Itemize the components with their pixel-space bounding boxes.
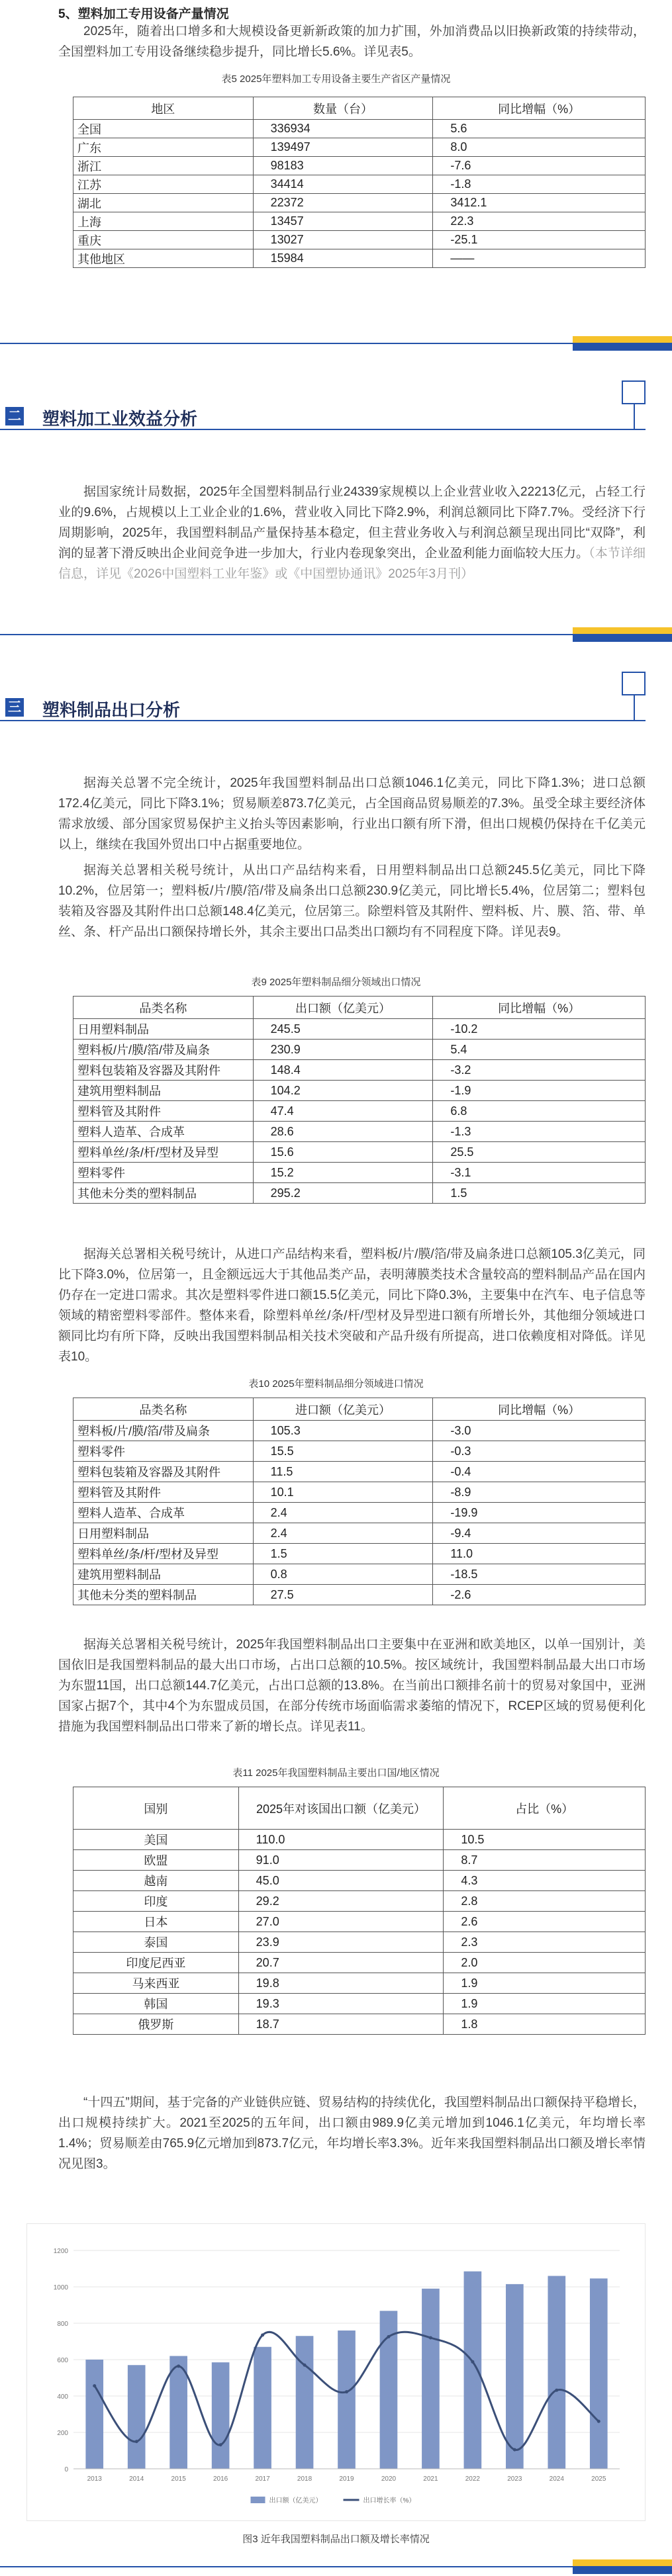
table-cell-label: 泰国	[73, 1932, 239, 1953]
table-cell-value: 148.4	[253, 1060, 433, 1081]
table-row	[73, 1421, 646, 1441]
table-cell-value: 5.6	[433, 120, 646, 138]
table-header: 地区	[73, 97, 254, 120]
table-cell-value: 104.2	[253, 1081, 433, 1101]
table-header: 品类名称	[73, 1398, 254, 1421]
table-cell-label: 印度	[73, 1891, 239, 1912]
table-cell-label: 塑料单丝/条/杆/型材及异型	[73, 1544, 254, 1564]
paragraph-text: 据国家统计局数据，2025年全国塑料制品行业24339家规模以上企业营业收入22213亿元，占轻工行业的9.6%，占规模以上工业企业的1.6%，营业收入同比下降2.9%，利润总额同比下降7.7%。受经济下行周期影响，2025年，我国塑料制品产量保持基本稳定，但主营业务收入与利润总额呈现出同比“双降”，利润的显著下滑反映出企业间竞争进一步加大，行业内卷现象突出，企业盈利能力面临较大压力。	[58, 485, 646, 560]
table-cell-label: 日用塑料制品	[73, 1019, 254, 1040]
table-cell-value: 18.7	[238, 2014, 444, 2035]
chart-y-tick-label: 200	[57, 2430, 68, 2437]
table-cell-label: 塑料管及其附件	[73, 1101, 254, 1122]
chart-line-point	[261, 2333, 264, 2336]
table-cell-value: 245.5	[253, 1019, 433, 1040]
table-cell-value: -10.2	[433, 1019, 646, 1040]
chart-bar	[464, 2272, 482, 2469]
table-cell-value: 15.2	[253, 1163, 433, 1183]
chart-line-point	[219, 2443, 222, 2446]
table-cell-value: 20.7	[238, 1953, 444, 1973]
table-cell-value: -3.0	[433, 1421, 646, 1441]
table-cell-value: 8.0	[433, 138, 646, 157]
table-cell-value: -1.9	[433, 1081, 646, 1101]
divider-line	[0, 2566, 672, 2567]
table-cell-value: 10.1	[253, 1482, 433, 1503]
table-cell-value: 27.5	[253, 1585, 433, 1605]
chart-x-tick-label: 2018	[297, 2475, 312, 2483]
table-row	[73, 1122, 646, 1142]
chart-bar	[254, 2347, 271, 2469]
table-cell-value: 105.3	[253, 1421, 433, 1441]
chart-x-tick-label: 2025	[591, 2475, 606, 2483]
table-cell-label: 建筑用塑料制品	[73, 1081, 254, 1101]
table-cell-label: 塑料人造革、合成革	[73, 1503, 254, 1523]
table-cell-value: 91.0	[238, 1850, 444, 1871]
chart-y-tick-label: 0	[64, 2466, 68, 2473]
table-cell-value: -7.6	[433, 157, 646, 175]
chart-line-point	[387, 2335, 390, 2338]
table-row	[73, 157, 646, 175]
table-cell-label: 湖北	[73, 194, 254, 212]
table-cell-label: 塑料包装箱及容器及其附件	[73, 1462, 254, 1482]
chart-svg	[27, 2224, 646, 2522]
chart-y-tick-label: 600	[57, 2357, 68, 2364]
table-row	[73, 1953, 646, 1973]
table-cell-value: -18.5	[433, 1564, 646, 1585]
paragraph	[58, 482, 646, 584]
table-cell-value: 110.0	[238, 1830, 444, 1850]
table-cell-value: 19.8	[238, 1973, 444, 1994]
table-cell-label: 塑料单丝/条/杆/型材及异型	[73, 1142, 254, 1163]
table-cell-value: 2.4	[253, 1523, 433, 1544]
page-footer-divider	[0, 2559, 672, 2574]
table-cell-value: 23.9	[238, 1932, 444, 1953]
table-cell-value: 8.7	[444, 1850, 646, 1871]
table-header: 数量（台）	[253, 97, 433, 120]
table-cell-label: 上海	[73, 212, 254, 231]
paragraph-note: （本节详细信息，详见《2026中国塑料工业年鉴》或《中国塑协通讯》2025年3月刊）	[58, 547, 646, 581]
table-cell-value: -3.1	[433, 1163, 646, 1183]
legend-label-line: 出口增长率（%）	[363, 2497, 416, 2505]
table-cell-value: 1.5	[253, 1544, 433, 1564]
section-decor-line	[634, 695, 635, 721]
table-cell-label: 其他地区	[73, 249, 254, 268]
divider-accent-blue	[573, 2567, 672, 2574]
table-cell-value: 45.0	[238, 1871, 444, 1891]
legend-swatch-bar	[251, 2497, 265, 2503]
table-row	[73, 175, 646, 194]
table-row	[73, 2014, 646, 2035]
table-row	[73, 231, 646, 249]
table-cell-label: 塑料零件	[73, 1441, 254, 1462]
table-cell-value: 19.3	[238, 1994, 444, 2014]
table-row	[73, 1040, 646, 1060]
table-export-by-category	[73, 996, 646, 1204]
table-header: 国别	[73, 1787, 239, 1830]
section-decor-box	[622, 380, 646, 404]
table-cell-value: -19.9	[433, 1503, 646, 1523]
table-row	[73, 1060, 646, 1081]
table-cell-label: 其他未分类的塑料制品	[73, 1183, 254, 1204]
table-cell-value: 6.8	[433, 1101, 646, 1122]
table-row	[73, 1994, 646, 2014]
table-equipment-output	[73, 97, 646, 268]
chart-line-point	[303, 2364, 307, 2367]
chart-bar	[212, 2362, 230, 2469]
table-cell-label: 日本	[73, 1912, 239, 1932]
table-cell-value: 1.9	[444, 1973, 646, 1994]
table-cell-value: -1.8	[433, 175, 646, 194]
table-cell-value: 295.2	[253, 1183, 433, 1204]
chart-bar	[128, 2365, 146, 2469]
table-row	[73, 1973, 646, 1994]
section-number-badge: 三	[5, 698, 24, 717]
section-underline	[0, 429, 646, 430]
table-cell-value: 3412.1	[433, 194, 646, 212]
table-cell-value: ——	[433, 249, 646, 268]
table-header: 占比（%）	[444, 1787, 646, 1830]
table-cell-value: 28.6	[253, 1122, 433, 1142]
chart-x-tick-label: 2015	[171, 2475, 186, 2483]
table-row	[73, 1830, 646, 1850]
table-cell-label: 建筑用塑料制品	[73, 1564, 254, 1585]
chart-y-tick-label: 400	[57, 2393, 68, 2401]
table-cell-value: 0.8	[253, 1564, 433, 1585]
table-row	[73, 1081, 646, 1101]
table-cell-value: 34414	[253, 175, 433, 194]
table-cell-value: 15.6	[253, 1142, 433, 1163]
table-row	[73, 1564, 646, 1585]
table-cell-label: 日用塑料制品	[73, 1523, 254, 1544]
table-export-by-country	[73, 1787, 646, 2035]
table-cell-label: 塑料包装箱及容器及其附件	[73, 1060, 254, 1081]
divider-line	[0, 634, 672, 635]
chart-bar	[506, 2284, 524, 2469]
table-cell-value: -2.6	[433, 1585, 646, 1605]
table-cell-value: 98183	[253, 157, 433, 175]
table-header: 同比增幅（%）	[433, 1398, 646, 1421]
table-row	[73, 1585, 646, 1605]
table-cell-label: 塑料管及其附件	[73, 1482, 254, 1503]
divider-accent-blue	[573, 344, 672, 351]
table-row	[73, 120, 646, 138]
table-cell-value: 230.9	[253, 1040, 433, 1060]
table-cell-value: 5.4	[433, 1040, 646, 1060]
table-cell-value: 15.5	[253, 1441, 433, 1462]
chart-line-point	[93, 2384, 96, 2387]
section-header	[0, 658, 672, 744]
export-chart	[26, 2223, 646, 2521]
section-title: 塑料加工业效益分析	[42, 409, 198, 429]
table-cell-label: 其他未分类的塑料制品	[73, 1585, 254, 1605]
table-header: 进口额（亿美元）	[253, 1398, 433, 1421]
table-cell-value: 1.8	[444, 2014, 646, 2035]
table-cell-value: 11.0	[433, 1544, 646, 1564]
table-header: 出口额（亿美元）	[253, 997, 433, 1019]
table-cell-label: 江苏	[73, 175, 254, 194]
table-cell-value: 2.0	[444, 1953, 646, 1973]
paragraph: 2025年，随着出口增多和大规模设备更新新政策的加力扩围，外加消费品以旧换新政策的持续带动，全国塑料加工专用设备继续稳步提升，同比增长5.6%。详见表5。	[58, 24, 646, 59]
chart-y-tick-label: 1000	[53, 2284, 68, 2291]
section-header	[0, 367, 672, 453]
table-cell-value: 25.5	[433, 1142, 646, 1163]
table-caption: 表5 2025年塑料加工专用设备主要生产省区产量情况	[221, 73, 451, 85]
table-cell-value: 2.4	[253, 1503, 433, 1523]
table-row	[73, 1912, 646, 1932]
chart-line-point	[555, 2389, 558, 2392]
table-row	[73, 212, 646, 231]
table-cell-value: 1.9	[444, 1994, 646, 2014]
divider-accent-yellow	[573, 336, 672, 343]
chart-x-tick-label: 2023	[507, 2475, 522, 2483]
table-cell-value: -1.3	[433, 1122, 646, 1142]
chart-x-tick-label: 2014	[129, 2475, 144, 2483]
chart-line-point	[177, 2364, 180, 2368]
section-title: 塑料制品出口分析	[42, 700, 181, 720]
chart-x-tick-label: 2024	[549, 2475, 564, 2483]
table-cell-label: 欧盟	[73, 1850, 239, 1871]
table-row	[73, 1544, 646, 1564]
table-header: 品类名称	[73, 997, 254, 1019]
table-row	[73, 1441, 646, 1462]
paragraph: 据海关总署不完全统计，2025年我国塑料制品出口总额1046.1亿美元，同比下降1.3%；进口总额172.4亿美元，同比下降3.1%；贸易顺差873.7亿美元，占全国商品贸易顺差的7.3%。虽受全球主要经济体需求放缓、部分国家贸易保护主义抬头等因素影响，行业出口额有所下滑，但出口规模仍保持在千亿美元以上，继续在我国外贸出口中占据重要地位。	[58, 776, 646, 852]
section-number-badge: 二	[5, 407, 24, 425]
chart-x-tick-label: 2017	[255, 2475, 270, 2483]
table-cell-value: 2.8	[444, 1891, 646, 1912]
chart-line-point	[345, 2390, 348, 2393]
chart-line-point	[597, 2420, 600, 2423]
table-cell-value: -0.4	[433, 1462, 646, 1482]
table-cell-value: -0.3	[433, 1441, 646, 1462]
table-header: 2025年对该国出口额（亿美元）	[238, 1787, 444, 1830]
divider-accent-blue	[573, 635, 672, 642]
paragraph: 据海关总署相关税号统计，2025年我国塑料制品出口主要集中在亚洲和欧美地区，以单一国别计，美国依旧是我国塑料制品的最大出口市场，占出口总额的10.5%。按区域统计，我国塑料制品最大出口市场为东盟11国，出口总额144.7亿美元，占出口总额的13.8%。在当前出口额排名前十的贸易对象国中，亚洲国家占据7个，其中4个为东盟成员国，在部分传统市场面临需求萎缩的情况下，RCEP区域的贸易便利化措施为我国塑料制品出口带来了新的增长点。详见表11。	[58, 1638, 646, 1734]
table-cell-value: -8.9	[433, 1482, 646, 1503]
table-cell-label: 塑料板/片/膜/箔/带及扁条	[73, 1040, 254, 1060]
chart-x-tick-label: 2022	[465, 2475, 481, 2483]
table-cell-value: 13457	[253, 212, 433, 231]
chart-bar	[338, 2331, 356, 2469]
table-cell-value: 336934	[253, 120, 433, 138]
table-row	[73, 1850, 646, 1871]
table-row	[73, 1482, 646, 1503]
table-row	[73, 1142, 646, 1163]
section-divider	[0, 336, 672, 351]
table-row	[73, 1462, 646, 1482]
chart-line-point	[135, 2440, 138, 2443]
divider-accent-yellow	[573, 2559, 672, 2566]
table-cell-label: 塑料板/片/膜/箔/带及扁条	[73, 1421, 254, 1441]
chart-bar	[296, 2336, 314, 2469]
table-row	[73, 1019, 646, 1040]
table-caption: 表9 2025年塑料制品细分领域出口情况	[251, 977, 421, 988]
chart-bar	[85, 2360, 103, 2469]
table-cell-value: 10.5	[444, 1830, 646, 1850]
table-row	[73, 1932, 646, 1953]
chart-bar	[590, 2278, 608, 2469]
table-cell-label: 塑料零件	[73, 1163, 254, 1183]
chart-x-tick-label: 2019	[339, 2475, 354, 2483]
section-decor-box	[622, 672, 646, 695]
chart-line-point	[471, 2360, 474, 2364]
table-cell-value: 13027	[253, 231, 433, 249]
table-cell-value: 11.5	[253, 1462, 433, 1482]
table-cell-label: 广东	[73, 138, 254, 157]
chart-x-tick-label: 2020	[381, 2475, 397, 2483]
table-row	[73, 194, 646, 212]
table-cell-label: 印度尼西亚	[73, 1953, 239, 1973]
table-cell-value: -9.4	[433, 1523, 646, 1544]
table-cell-value: 2.6	[444, 1912, 646, 1932]
chart-line-point	[513, 2448, 516, 2452]
section-divider	[0, 627, 672, 642]
table-cell-label: 重庆	[73, 231, 254, 249]
table-cell-value: 22.3	[433, 212, 646, 231]
table-row	[73, 1503, 646, 1523]
table-row	[73, 1891, 646, 1912]
table-row	[73, 1101, 646, 1122]
legend-label-bar: 出口额（亿美元）	[269, 2497, 322, 2505]
chart-y-tick-label: 1200	[53, 2248, 68, 2255]
chart-bar	[422, 2289, 440, 2469]
section-underline	[0, 720, 646, 721]
table-caption: 表11 2025年我国塑料制品主要出口国/地区情况	[232, 1767, 440, 1779]
table-import-by-category	[73, 1398, 646, 1605]
chart-x-tick-label: 2016	[213, 2475, 228, 2483]
table-cell-value: -25.1	[433, 231, 646, 249]
divider-line	[0, 343, 672, 344]
table-row	[73, 1163, 646, 1183]
chart-bar	[548, 2276, 565, 2469]
table-cell-label: 俄罗斯	[73, 2014, 239, 2035]
table-header: 同比增幅（%）	[433, 997, 646, 1019]
chart-y-tick-label: 800	[57, 2321, 68, 2328]
paragraph: 据海关总署相关税号统计，从进口产品结构来看，塑料板/片/膜/箔/带及扁条进口总额105.3亿美元，同比下降3.0%，位居第一，且金额远远大于其他品类产品，表明薄膜类技术含量较高的塑料制品产品在国内仍存在一定进口需求。其次是塑料零件进口额15.5亿美元，同比下降0.3%，主要集中在汽车、电子信息等领域的精密塑料零部件。整体来看，除塑料单丝/条/杆/型材及异型进口额有所增长外，其他细分领域进口额同比均有所下降，反映出我国塑料制品相关技术突破和产品升级有所提高，进口依赖度相对降低。详见表10。	[58, 1247, 646, 1364]
table-cell-label: 全国	[73, 120, 254, 138]
table-row	[73, 1183, 646, 1204]
table-cell-label: 塑料人造革、合成革	[73, 1122, 254, 1142]
figure-caption: 图3 近年我国塑料制品出口额及增长率情况	[242, 2534, 430, 2545]
table-cell-label: 美国	[73, 1830, 239, 1850]
table-cell-value: 4.3	[444, 1871, 646, 1891]
subsection-heading: 5、塑料加工专用设备产量情况	[58, 7, 229, 21]
table-cell-value: 47.4	[253, 1101, 433, 1122]
table-row	[73, 138, 646, 157]
table-cell-value: 15984	[253, 249, 433, 268]
table-cell-value: 1.5	[433, 1183, 646, 1204]
table-row	[73, 1523, 646, 1544]
chart-x-tick-label: 2021	[423, 2475, 438, 2483]
table-cell-value: 139497	[253, 138, 433, 157]
section-decor-line	[634, 404, 635, 429]
paragraph: “十四五”期间，基于完备的产业链供应链、贸易结构的持续优化，我国塑料制品出口额保持平稳增长，出口规模持续扩大。2021至2025的五年间，出口额由989.9亿美元增加到1046.1亿美元，年均增长率1.4%；贸易顺差由765.9亿元增加到873.7亿元，年均增长率3.3%。近年来我国塑料制品出口额及增长率情况见图3。	[58, 2096, 646, 2171]
table-cell-value: 27.0	[238, 1912, 444, 1932]
table-cell-label: 浙江	[73, 157, 254, 175]
table-row	[73, 1871, 646, 1891]
table-cell-value: 29.2	[238, 1891, 444, 1912]
table-cell-label: 越南	[73, 1871, 239, 1891]
table-row	[73, 249, 646, 268]
table-cell-value: -3.2	[433, 1060, 646, 1081]
chart-x-tick-label: 2013	[87, 2475, 102, 2483]
table-cell-label: 韩国	[73, 1994, 239, 2014]
table-header: 同比增幅（%）	[433, 97, 646, 120]
divider-accent-yellow	[573, 627, 672, 634]
table-cell-value: 22372	[253, 194, 433, 212]
table-caption: 表10 2025年塑料制品细分领域进口情况	[248, 1378, 424, 1390]
table-cell-label: 马来西亚	[73, 1973, 239, 1994]
chart-line-point	[429, 2336, 432, 2340]
paragraph: 据海关总署相关税号统计，从出口产品结构来看，日用塑料制品出口总额245.5亿美元，同比下降10.2%，位居第一；塑料板/片/膜/箔/带及扁条出口总额230.9亿美元，同比增长5.4%，位居第二；塑料包装箱及容器及其附件出口总额148.4亿美元，位居第三。除塑料管及其附件、塑料板、片、膜、箔、带、单丝、条、杆产品出口额保持增长外，其余主要出口品类出口额均有不同程度下降。详见表9。	[58, 864, 646, 939]
table-cell-value: 2.3	[444, 1932, 646, 1953]
